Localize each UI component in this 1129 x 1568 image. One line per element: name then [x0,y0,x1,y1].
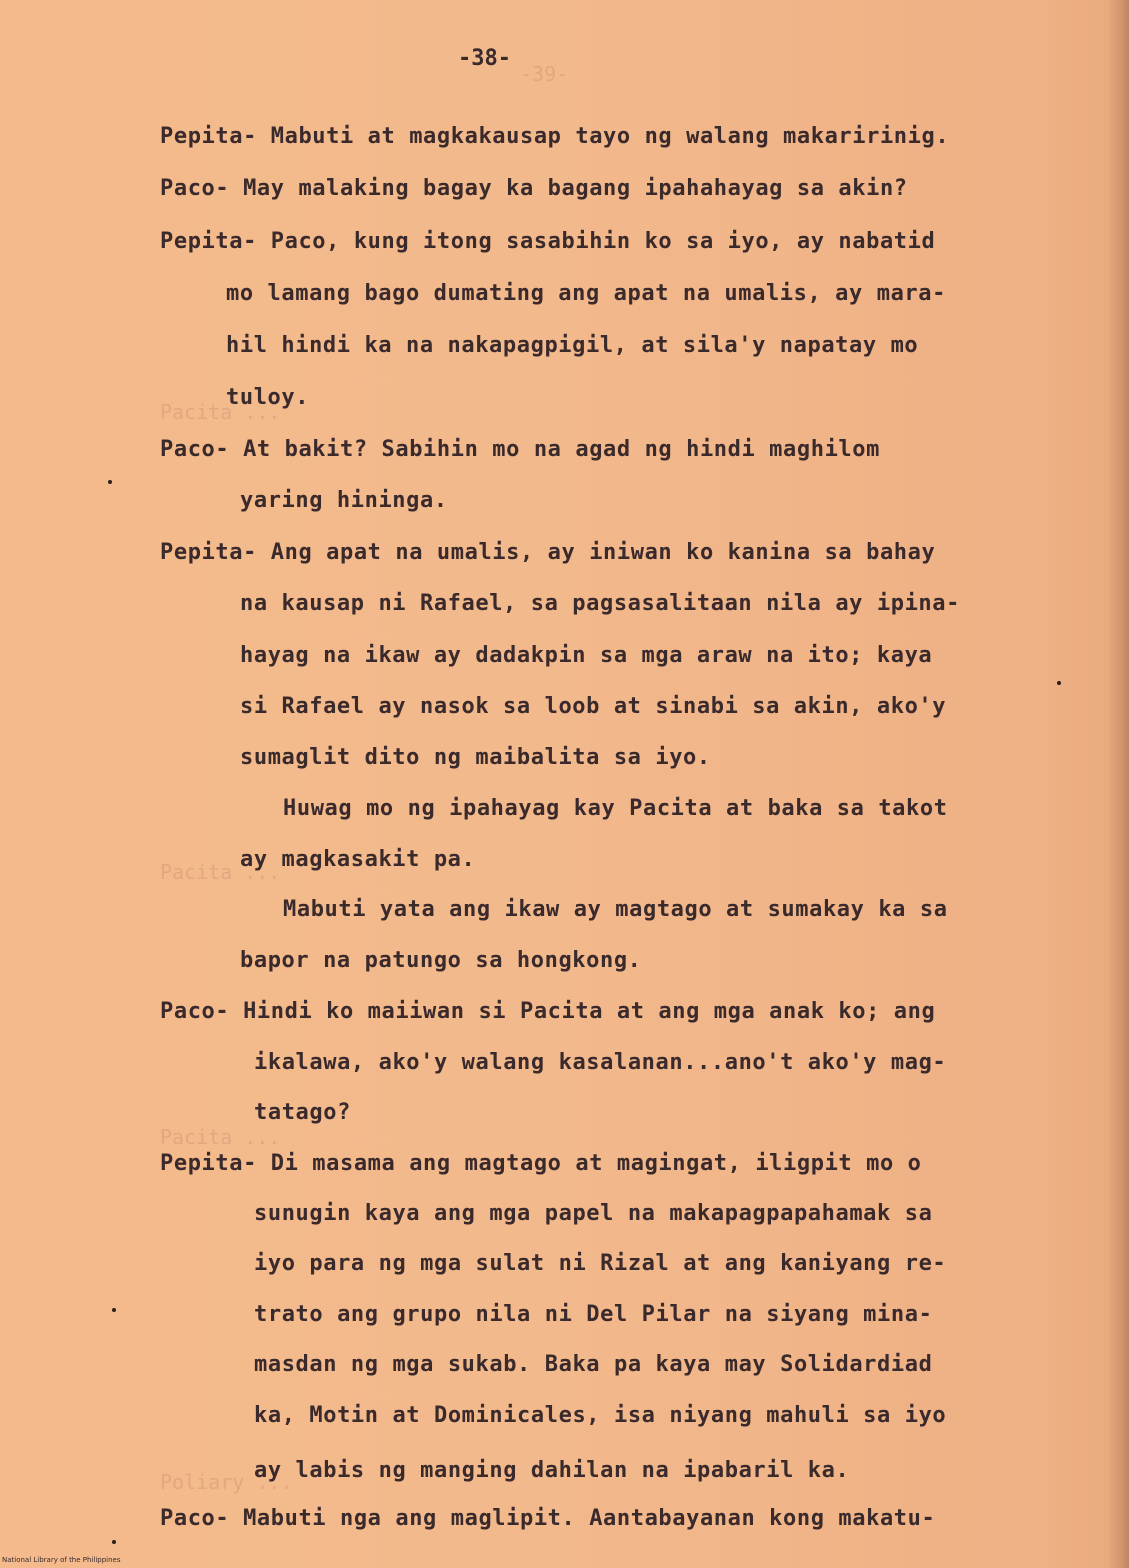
text-line: Pepita- Ang apat na umalis, ay iniwan ko kanina sa bahay [160,540,936,565]
margin-dot [108,480,112,484]
text-line: Paco- Mabuti nga ang maglipit. Aantabayanan kong makatu- [160,1506,936,1531]
text-line: ay labis ng manging dahilan na ipabaril ka. [254,1458,850,1483]
text-line: Paco- May malaking bagay ka bagang ipahahayag sa akin? [160,176,908,201]
bleed-through: Poliary ... [160,1470,293,1494]
library-credit: National Library of the Philippines [2,1556,121,1564]
paper-edge [1109,0,1129,1568]
margin-dot [112,1308,116,1312]
text-line: Paco- At bakit? Sabihin mo na agad ng hindi maghilom [160,437,880,462]
text-line: ka, Motin at Dominicales, isa niyang mahuli sa iyo [254,1403,947,1428]
text-line: Paco- Hindi ko maiiwan si Pacita at ang mga anak ko; ang [160,999,936,1024]
text-line: ay magkasakit pa. [240,847,476,872]
text-line: masdan ng mga sukab. Baka pa kaya may Solidardiad [254,1352,933,1377]
text-line: si Rafael ay nasok sa loob at sinabi sa akin, ako'y [240,694,947,719]
bleed-through: Pacita ... [160,1125,281,1149]
text-line: tuloy. [226,385,310,410]
text-line: yaring hininga. [240,488,448,513]
text-line: Pepita- Mabuti at magkakausap tayo ng walang makaririnig. [160,124,950,149]
bleed-through: Pacita ... [160,400,281,424]
text-line: trato ang grupo nila ni Del Pilar na siyang mina- [254,1302,933,1327]
margin-dot [1057,681,1061,685]
text-line: Mabuti yata ang ikaw ay magtago at sumakay ka sa [283,897,948,922]
text-line: iyo para ng mga sulat ni Rizal at ang kaniyang re- [254,1251,947,1276]
text-line: Huwag mo ng ipahayag kay Pacita at baka sa takot [283,796,948,821]
text-line: sumaglit dito ng maibalita sa iyo. [240,745,711,770]
text-line: mo lamang bago dumating ang apat na umalis, ay mara- [226,281,946,306]
text-line: sunugin kaya ang mga papel na makapagpapahamak sa [254,1201,933,1226]
text-line: tatago? [254,1100,351,1125]
bleed-through: -39- [520,62,569,86]
margin-dot [112,1540,116,1544]
text-line: Pepita- Paco, kung itong sasabihin ko sa iyo, ay nabatid [160,229,936,254]
text-line: na kausap ni Rafael, sa pagsasalitaan nila ay ipina- [240,591,960,616]
text-line: Pepita- Di masama ang magtago at magingat, iligpit mo o [160,1151,922,1176]
text-line: hayag na ikaw ay dadakpin sa mga araw na ito; kaya [240,643,933,668]
text-line: bapor na patungo sa hongkong. [240,948,642,973]
bleed-through: Pacita ... [160,860,281,884]
page-number: -38- [458,46,511,71]
text-line: hil hindi ka na nakapagpigil, at sila'y napatay mo [226,333,919,358]
text-line: ikalawa, ako'y walang kasalanan...ano't ako'y mag- [254,1050,947,1075]
